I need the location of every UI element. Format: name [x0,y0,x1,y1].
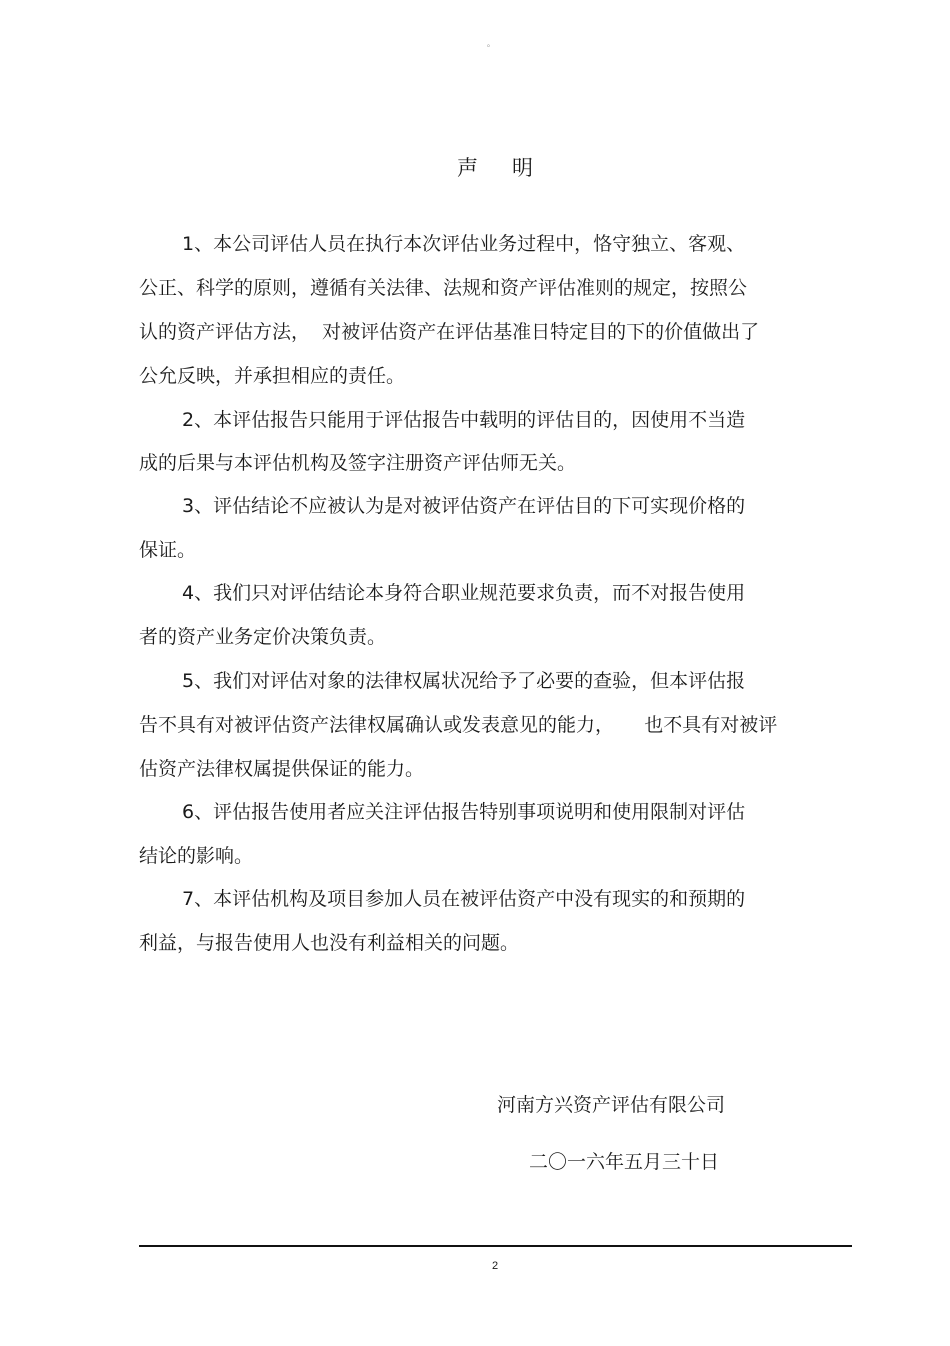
statement-3-line-2: 保证。 [139,539,197,561]
signature-company: 河南方兴资产评估有限公司 [497,1094,726,1116]
statement-1-line-1: 1、本公司评估人员在执行本次评估业务过程中，恪守独立、客观、 [182,233,746,255]
statement-7-line-2: 利益，与报告使用人也没有利益相关的问题。 [139,932,520,954]
statement-5-line-2: 告不具有对被评估资产法律权属确认或发表意见的能力， 也不具有对被评 [139,714,778,736]
statement-1-line-3: 认的资产评估方法， 对被评估资产在评估基准日特定目的下的价值做出了 [139,321,760,343]
statement-5-line-1: 5、我们对评估对象的法律权属状况给予了必要的查验，但本评估报 [182,670,746,692]
statement-4-line-2: 者的资产业务定价决策负责。 [139,626,387,648]
page-number: 2 [491,1260,499,1272]
statement-1-line-2: 公正、科学的原则，遵循有关法律、法规和资产评估准则的规定，按照公 [139,277,748,299]
statement-5-line-3: 估资产法律权属提供保证的能力。 [139,758,425,780]
statement-6-line-1: 6、评估报告使用者应关注评估报告特别事项说明和使用限制对评估 [182,801,746,823]
title-char-1: 声 [457,156,478,180]
statement-2-line-1: 2、本评估报告只能用于评估报告中载明的评估目的，因使用不当造 [182,409,746,431]
statement-3-line-1: 3、评估结论不应被认为是对被评估资产在评估目的下可实现价格的 [182,495,746,517]
statement-1-line-4: 公允反映，并承担相应的责任。 [139,365,406,387]
top-mark: 。 [487,39,495,48]
title-char-2: 明 [512,156,533,180]
signature-date: 二〇一六年五月三十日 [529,1151,720,1173]
statement-2-line-2: 成的后果与本评估机构及签字注册资产评估师无关。 [139,452,577,474]
footer-divider [139,1245,852,1247]
statement-7-line-1: 7、本评估机构及项目参加人员在被评估资产中没有现实的和预期的 [182,888,746,910]
statement-4-line-1: 4、我们只对评估结论本身符合职业规范要求负责，而不对报告使用 [182,582,746,604]
page-title [0,152,950,182]
statement-6-line-2: 结论的影响。 [139,845,254,867]
